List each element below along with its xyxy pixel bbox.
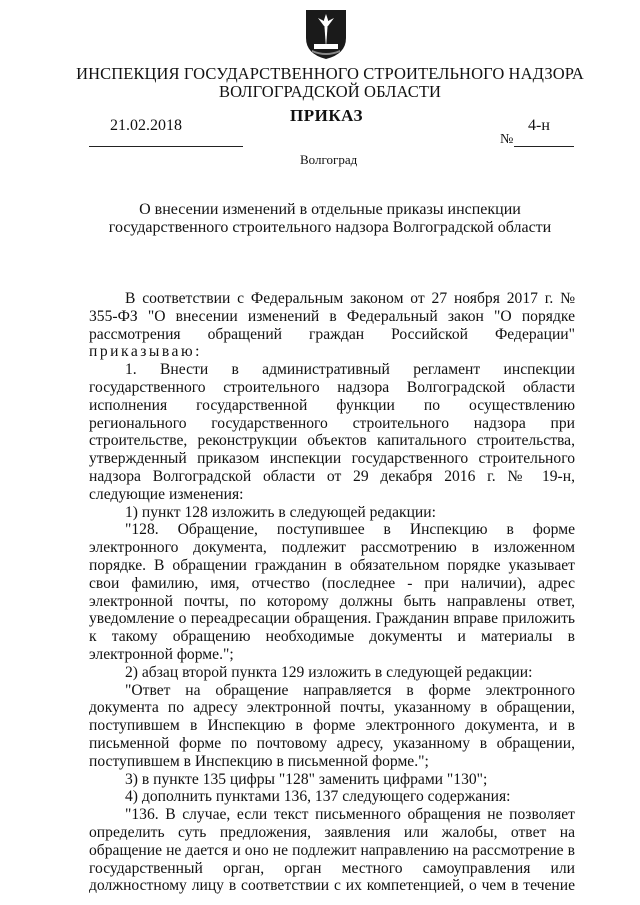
subject-line2: государственного строительного надзора Волгоградской области xyxy=(108,219,552,236)
sub-item-1: 1) пункт 128 изложить в следующей редакции: xyxy=(125,503,436,521)
subject-line1: О внесении изменений в отдельные приказы инспекции xyxy=(139,201,521,218)
quote-item-129: "Ответ на обращение направляется в форме электронного документа по адресу электронной почты, указанному в обращении, поступившем в Инспекцию в форме электронного документа, и в письменной форме по почтовому адресу, указанному в обращении, поступившем в Инспекцию в письменной форме."; xyxy=(89,681,575,770)
organization-name-line2: ВОЛГОГРАДСКОЙ ОБЛАСТИ xyxy=(218,82,442,101)
document-date: 21.02.2018 xyxy=(110,117,182,134)
sub-item-3: 3) в пункте 135 цифры "128" заменить цифрами "130"; xyxy=(125,770,488,788)
document-city: Волгоград xyxy=(300,152,358,167)
sub-item-4: 4) дополнить пунктами 136, 137 следующего содержания: xyxy=(125,788,511,806)
intro-text: В соответствии с Федеральным законом от 27 ноября 2017 г. № 355-ФЗ "О внесении изменений в Федеральный закон "О порядке рассмотрения обращений граждан Российской Федерации" xyxy=(89,290,575,343)
intro-paragraph xyxy=(89,290,575,361)
document-body xyxy=(89,290,575,895)
order-word: приказываю: xyxy=(89,343,202,361)
organization-name-line1: ИНСПЕКЦИЯ ГОСУДАРСТВЕННОГО СТРОИТЕЛЬНОГО НАДЗОРА xyxy=(76,64,584,83)
number-underline xyxy=(514,146,574,147)
quote-item-136: "136. В случае, если текст письменного обращения не позволяет определить суть предложения, заявления или жалобы, ответ на обращение не дается и оно не подлежит направлению на рассмотрение в государственный орган, орган местного самоуправления или должностному лицу в соответствии с их компетенцией, о чем в течение xyxy=(89,806,575,895)
number-sign: № xyxy=(500,132,514,147)
document-type: ПРИКАЗ xyxy=(290,106,363,125)
sub-item-2: 2) абзац второй пункта 129 изложить в следующей редакции: xyxy=(125,663,533,681)
date-underline xyxy=(89,146,243,147)
quote-item-128: "128. Обращение, поступившее в Инспекцию в форме электронного документа, подлежит рассмотрению в изложенном порядке. В обращении гражданин в обязательном порядке указывает свои фамилию, имя, отчество (последнее - при наличии), адрес электронной почты, по которому должны быть направлены ответ, уведомление о переадресации обращения. Гражданин вправе приложить к такому обращению необходимые документы и материалы в электронной форме."; xyxy=(89,521,575,663)
item-1: 1. Внести в административный регламент инспекции государственного строительного надзора Волгоградской области исполнения государственной функции по осуществлению регионального государственного строительного надзора при строительстве, реконструкции объектов капитального строительства, утвержденный приказом инспекции государственного строительного надзора Волгоградской области от 29 декабря 2016 г. № 19-н, следующие изменения: xyxy=(89,361,575,503)
coat-of-arms-emblem xyxy=(304,8,348,60)
document-number: 4-н xyxy=(528,117,550,134)
